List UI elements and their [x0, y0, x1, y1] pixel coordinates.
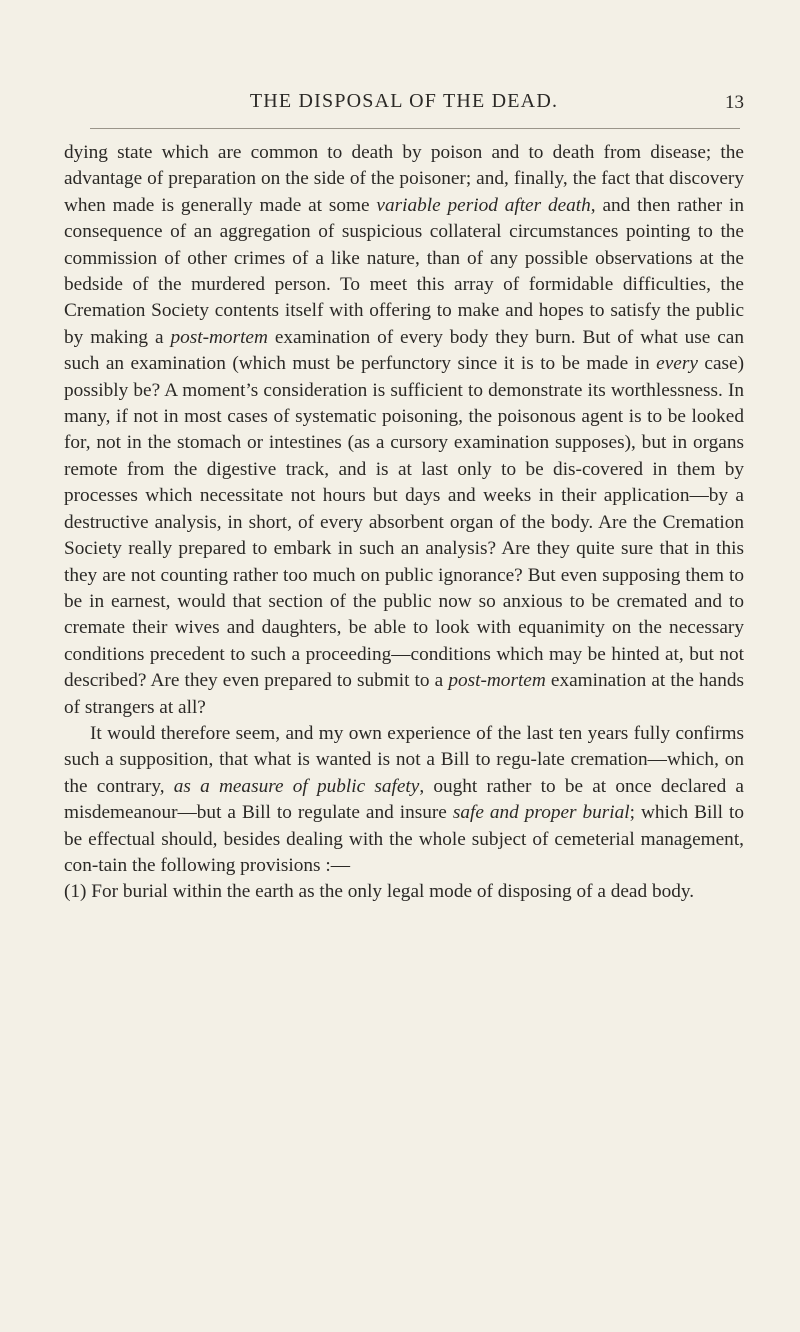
running-title: THE DISPOSAL OF THE DEAD.: [249, 90, 559, 112]
paragraph-1-italic-3: every: [656, 353, 698, 375]
paragraph-1-italic-4: post-mortem: [448, 670, 546, 692]
page-number: 13: [725, 92, 744, 113]
paragraph-2-italic-1: as a measure of public safety: [173, 775, 420, 797]
running-head: [64, 88, 744, 118]
paragraph-2-text-2: , ought rather to be at once declared a misdemeanour—but a Bill to regulate and insure: [64, 775, 744, 824]
provision-1-number: (1): [64, 881, 87, 903]
paragraph-1-text-1: dying state which are common to death by poison and to death from disease; the advantage of preparation on the side of the poisoner; and, finally, the fact that discovery when made is generally made at some: [64, 142, 744, 216]
paragraph-2-text-1: It would therefore seem, and my own experience of the last ten years fully confirms such a supposition, that what is wanted is not a Bill to regu-late cremation—which, on the contrary,: [64, 722, 744, 797]
paragraph-2-text-3: ; which Bill to be effectual should, besides dealing with the whole subject of cemeterial management, con-tain the following provisions :—: [64, 802, 744, 876]
paragraph-2: [64, 721, 744, 879]
provision-1: [64, 879, 744, 905]
header-rule: [90, 128, 740, 129]
paragraph-1-italic-1: variable period after death: [376, 194, 591, 216]
paragraph-1-text-5: examination at the hands of strangers at all?: [64, 670, 744, 718]
paragraph-1-text-4: case) possibly be? A moment’s consideration is sufficient to demonstrate its worthlessness. In many, if not in most cases of systematic poisoning, the poisonous agent is to be looked for, not in the stomach or intestines (as a cursory examination supposes), but in organs remote from the digestive track, and is at last only to be dis-covered in them by processes which necessitate not hours but days and weeks in their application—by a destructive analysis, in short, of every absorbent organ of the body. Are the Cremation Society really prepared to embark in such an analysis? Are they quite sure that in this they are not counting rather too much on public ignorance? But even supposing them to be in earnest, would that section of the public now so anxious to be cremated and to cremate their wives and daughters, be able to look with equanimity on the necessary conditions precedent to such a proceeding—conditions which may be hinted at, but not described? Are they even prepared to submit to a: [64, 353, 744, 692]
paragraph-1-text-3: examination of every body they burn. But of what use can such an examination (which must be perfunctory since it is to be made in: [64, 326, 744, 375]
provision-1-text: For burial within the earth as the only legal mode of disposing of a dead body.: [86, 881, 695, 903]
paragraph-1: [64, 140, 744, 721]
body-text: [64, 140, 744, 906]
paragraph-1-italic-2: post-mortem: [170, 326, 268, 348]
paragraph-2-italic-2: safe and proper burial: [452, 802, 630, 824]
paragraph-1-text-2: , and then rather in consequence of an aggregation of suspicious collateral circumstances pointing to the commission of other crimes of a like nature, than of any possible observations at the bedside of the murdered person. To meet this array of formidable difficulties, the Cremation Society contents itself with offering to make and hopes to satisfy the public by making a: [64, 194, 744, 348]
